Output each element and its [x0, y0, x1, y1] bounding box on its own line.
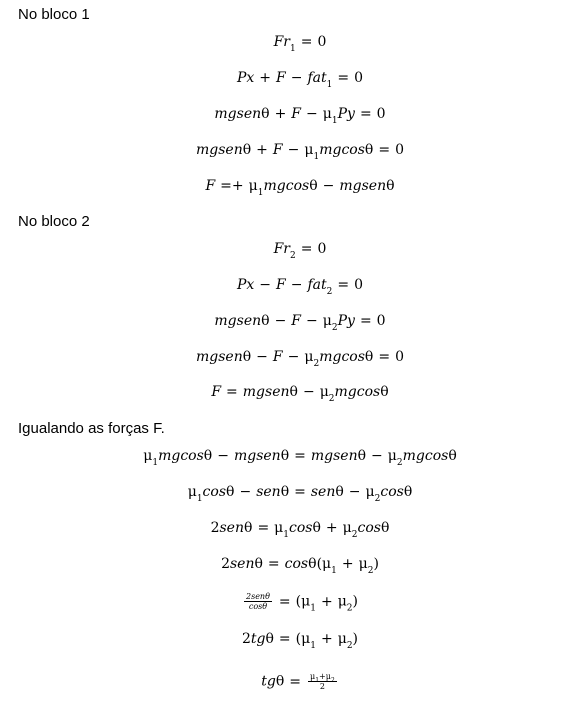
equation-px-fat2: Px − F − fat$_2$ = 0 [236, 277, 364, 297]
equation-mgsen-mgcos-1: mgsenθ + $F - \mu_1mgcos\theta = 0$ [196, 142, 404, 162]
equation-tg-result: tgθ = $\frac{\mu_1+\mu_2}{2}$ [261, 672, 335, 692]
equation-equating-forces: $\mu_1mgcos\theta$ − mgsenθ = mgsenθ − $\mu_2mgcos\theta$ [143, 448, 457, 468]
heading-bloco-1: No bloco 1 [18, 6, 90, 23]
equation-2tg: $2tg\theta = (\mu_1 + \mu_2)$ [241, 631, 359, 651]
equation-mgsen-py-1: mgsenθ + $F - \mu_1Py = 0$ [214, 106, 386, 126]
fraction-mu-sum-over-2: $\frac{\mu_1+\mu_2}{2}$ [310, 672, 335, 692]
heading-igualando: Igualando as forças F. [18, 420, 165, 437]
equation-fr1: $Fr_1 = 0$ [273, 34, 327, 54]
equation-mgsen-mgcos-2: mgsenθ − $F - \mu_2mgcos\theta = 0$ [196, 349, 404, 369]
equation-fraction: $\frac{\text{2senθ}}{\cos\theta}$ = $(\mu_1 + \mu_2)$ [246, 592, 358, 614]
equation-f-bloco-2: F = mgsenθ − $\mu_2mgcos\theta$ [211, 384, 389, 404]
equation-mgsen-py-2: mgsenθ − $F - \mu_2Py = 0$ [214, 313, 386, 333]
equation-f-bloco-1: $F =+ \mu_1mgcos\theta$ − mgsenθ [205, 178, 395, 198]
equation-cos-sen: $\mu_1\cos\theta - sen\theta = sen\theta - \mu_2\cos\theta$ [187, 484, 413, 504]
equation-fr2: $Fr_2 = 0$ [273, 241, 327, 261]
equation-px-fat1: Px + F − fat$_1$ = 0 [236, 70, 364, 90]
equation-2sen-factored: $2sen\theta = \cos\theta(\mu_1 + \mu_2)$ [221, 556, 379, 576]
equation-2sen-sum: $2sen\theta = \mu_1\cos\theta + \mu_2\cos\theta$ [210, 520, 390, 540]
fraction-sen-over-cos: $\frac{\text{2senθ}}{\cos\theta}$ [246, 592, 270, 612]
heading-bloco-2: No bloco 2 [18, 213, 90, 230]
